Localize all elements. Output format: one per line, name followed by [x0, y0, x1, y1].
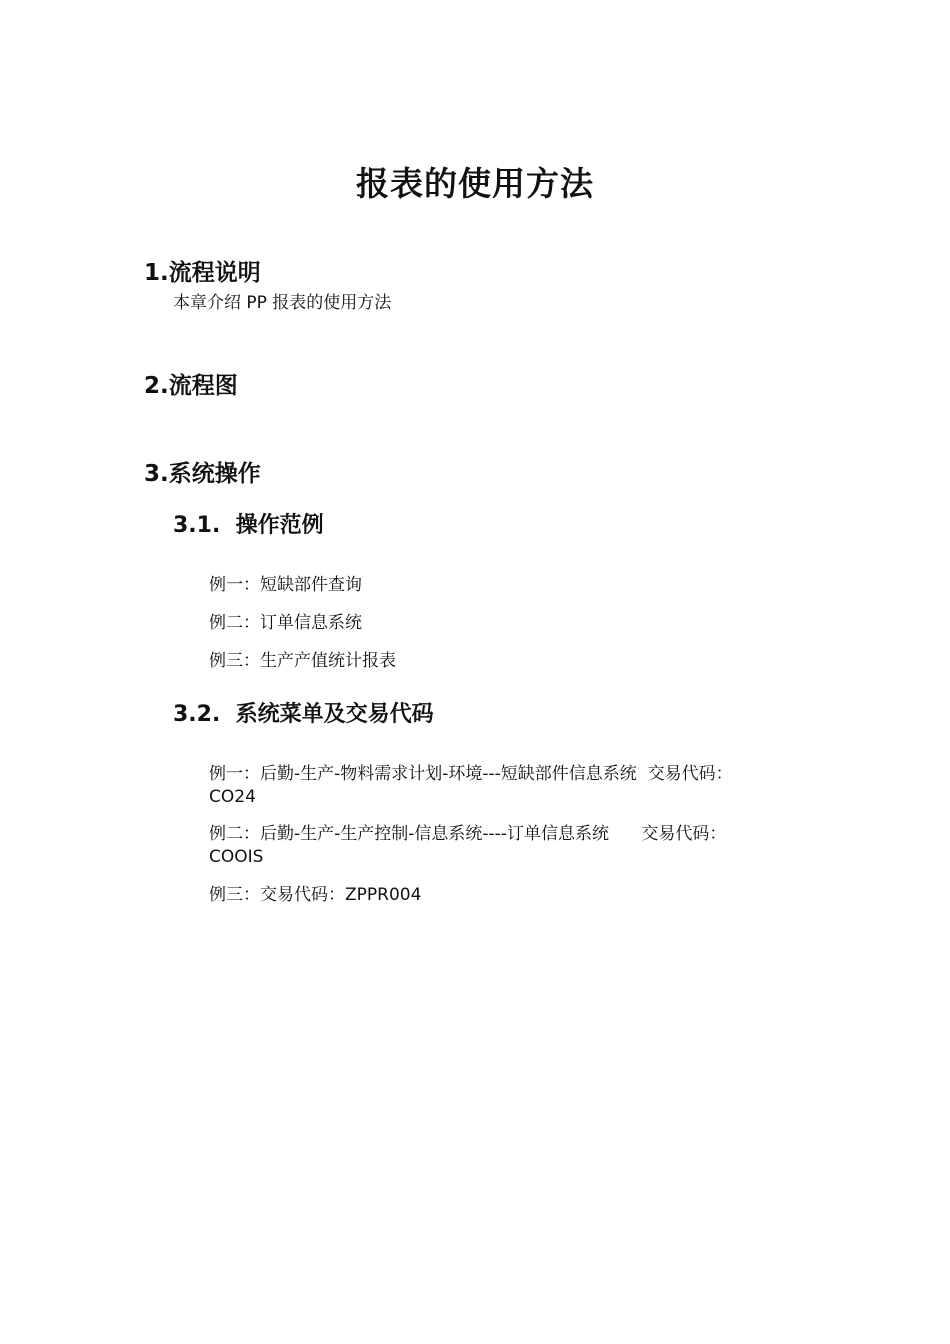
transaction-code: CO24 — [209, 787, 256, 807]
menu-path-line: 例三：交易代码：ZPPR004 — [209, 885, 422, 905]
section-heading-2: 2.流程图 — [144, 373, 238, 399]
subsection-heading-3-1: 3.1. 操作范例 — [173, 513, 324, 538]
document-title: 报表的使用方法 — [356, 164, 594, 203]
menu-path-line: 例二：后勤-生产-生产控制-信息系统----订单信息系统 交易代码： — [209, 824, 727, 844]
subsection-heading-3-2: 3.2. 系统菜单及交易代码 — [173, 702, 434, 727]
example-item: 例三：生产产值统计报表 — [209, 651, 396, 671]
menu-path-item — [209, 823, 809, 869]
section-heading-1: 1.流程说明 — [144, 260, 261, 286]
menu-path-line: 例一：后勤-生产-物料需求计划-环境---短缺部件信息系统 交易代码： — [209, 764, 733, 784]
section-heading-3: 3.系统操作 — [144, 461, 261, 487]
example-item: 例一：短缺部件查询 — [209, 575, 362, 595]
example-item: 例二：订单信息系统 — [209, 613, 362, 633]
section-1-body: 本章介绍 PP 报表的使用方法 — [173, 293, 392, 313]
transaction-code: COOIS — [209, 847, 264, 867]
menu-path-item — [209, 763, 809, 809]
menu-path-item — [209, 884, 809, 907]
